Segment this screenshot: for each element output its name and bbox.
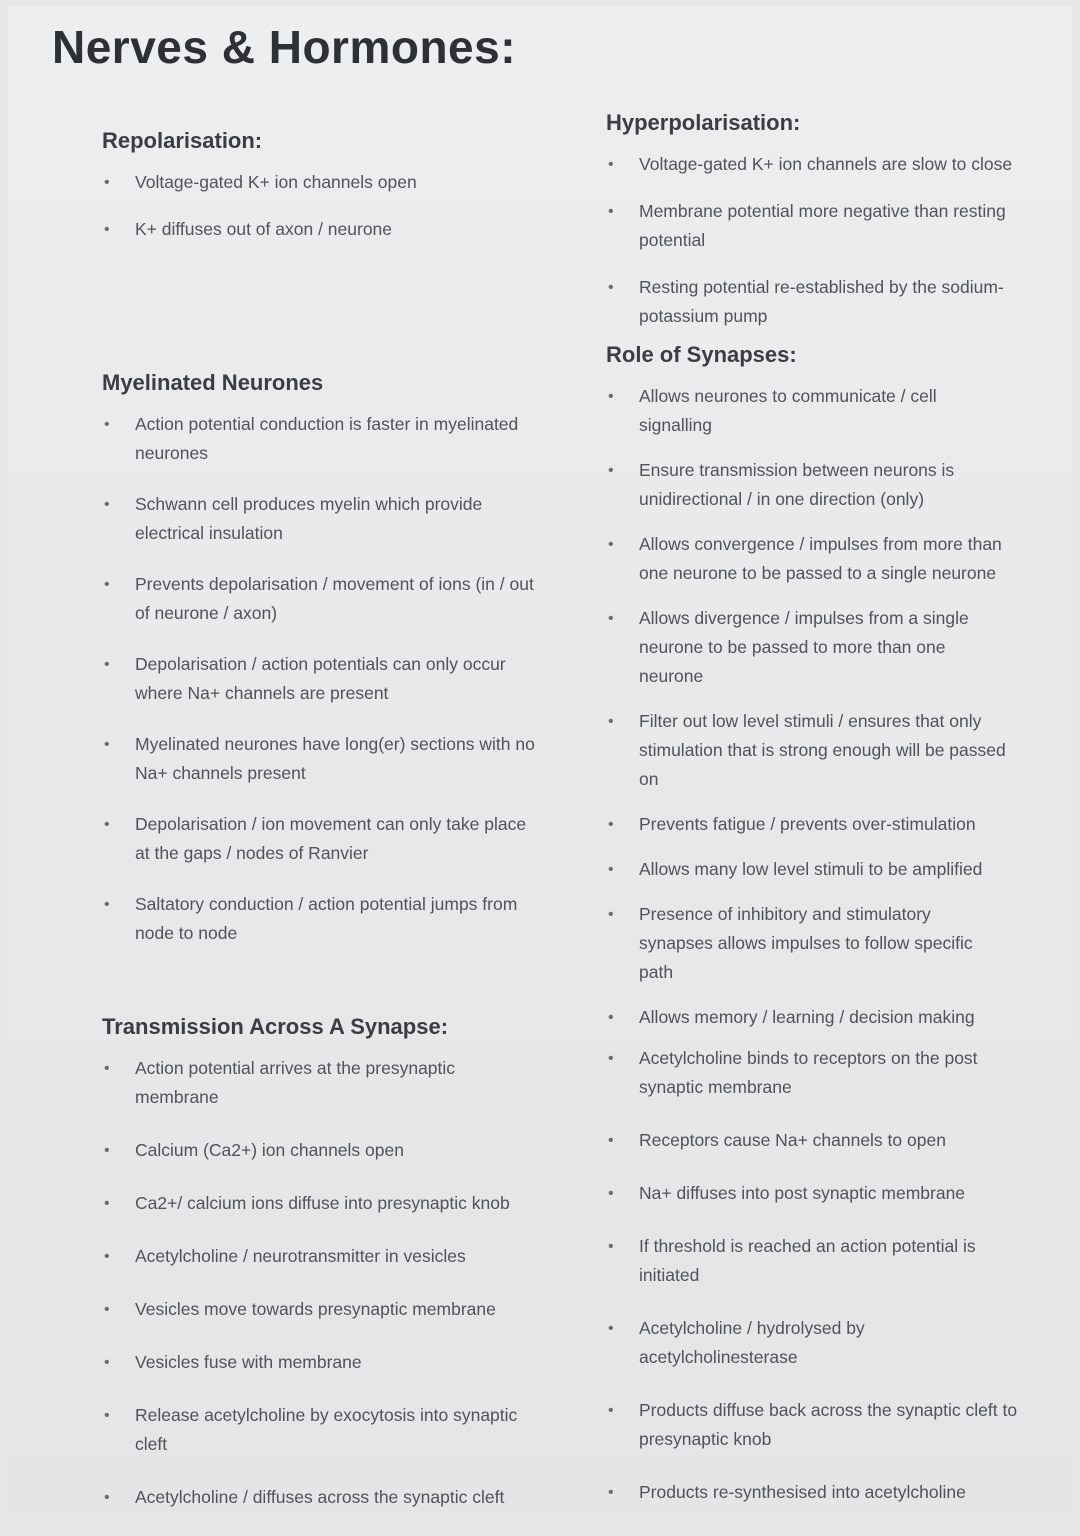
- bullet-icon: •: [608, 1185, 614, 1202]
- repolarisation-heading: Repolarisation:: [102, 128, 263, 153]
- list-item: • Myelinated neurones have long(er) sections with no Na+ channels present: [102, 730, 542, 788]
- bullet-icon: •: [104, 896, 110, 913]
- bullet-icon: •: [104, 1354, 110, 1371]
- synapses-list: [606, 382, 1006, 1032]
- bullet-icon: •: [104, 174, 110, 191]
- synapses-heading: Role of Synapses:: [606, 342, 797, 367]
- list-item: • Products re-synthesised into acetylcholine: [606, 1478, 1026, 1507]
- bullet-icon: •: [608, 203, 614, 220]
- list-item: • Acetylcholine / hydrolysed by acetylcholinesterase: [606, 1314, 1026, 1372]
- list-item: • Allows divergence / impulses from a single neurone to be passed to more than one neurone: [606, 604, 1006, 691]
- list-item: • Action potential arrives at the presynaptic membrane: [102, 1054, 542, 1112]
- myelinated-list: [102, 410, 542, 948]
- page-title: Nerves & Hormones:: [52, 21, 517, 73]
- list-item: • Calcium (Ca2+) ion channels open: [102, 1136, 542, 1165]
- repolarisation-list: [102, 168, 562, 244]
- list-item: • Resting potential re-established by the sodium-potassium pump: [606, 273, 1046, 331]
- bullet-icon: •: [104, 1301, 110, 1318]
- list-item: • Prevents fatigue / prevents over-stimulation: [606, 810, 1006, 839]
- transmission-list-right: [606, 1044, 1026, 1507]
- bullet-icon: •: [608, 816, 614, 833]
- list-item: • Vesicles move towards presynaptic membrane: [102, 1295, 542, 1324]
- bullet-icon: •: [608, 1238, 614, 1255]
- bullet-icon: •: [104, 1407, 110, 1424]
- hyperpolarisation-section: [606, 110, 1046, 349]
- list-item: • K+ diffuses out of axon / neurone: [102, 215, 562, 244]
- bullet-icon: •: [608, 861, 614, 878]
- bullet-icon: •: [608, 279, 614, 296]
- list-item: • Filter out low level stimuli / ensures that only stimulation that is strong enough will be passed on: [606, 707, 1006, 794]
- list-item: • Depolarisation / ion movement can only take place at the gaps / nodes of Ranvier: [102, 810, 542, 868]
- hyperpolarisation-heading: Hyperpolarisation:: [606, 110, 801, 135]
- bullet-icon: •: [104, 816, 110, 833]
- repolarisation-section: [102, 128, 562, 262]
- list-item: • Action potential conduction is faster in myelinated neurones: [102, 410, 542, 468]
- myelinated-section: [102, 370, 542, 970]
- transmission-heading: Transmission Across A Synapse:: [102, 1014, 449, 1039]
- list-item: • Acetylcholine / diffuses across the synaptic cleft: [102, 1483, 542, 1512]
- transmission-section: [102, 1014, 542, 1536]
- bullet-icon: •: [104, 576, 110, 593]
- bullet-icon: •: [104, 1248, 110, 1265]
- list-item: • Acetylcholine / neurotransmitter in vesicles: [102, 1242, 542, 1271]
- bullet-icon: •: [104, 656, 110, 673]
- hyperpolarisation-list: [606, 150, 1046, 331]
- list-item: • Acetylcholine binds to receptors on the post synaptic membrane: [606, 1044, 1026, 1102]
- bullet-icon: •: [608, 156, 614, 173]
- bullet-icon: •: [104, 496, 110, 513]
- bullet-icon: •: [104, 221, 110, 238]
- list-item: • If threshold is reached an action potential is initiated: [606, 1232, 1026, 1290]
- document-page: [8, 6, 1072, 1518]
- list-item: • Allows memory / learning / decision making: [606, 1003, 1006, 1032]
- bullet-icon: •: [608, 906, 614, 923]
- list-item: • Ca2+/ calcium ions diffuse into presynaptic knob: [102, 1189, 542, 1218]
- list-item: • Products diffuse back across the synaptic cleft to presynaptic knob: [606, 1396, 1026, 1454]
- list-item: • Schwann cell produces myelin which provide electrical insulation: [102, 490, 542, 548]
- bullet-icon: •: [104, 1142, 110, 1159]
- list-item: • Allows many low level stimuli to be amplified: [606, 855, 1006, 884]
- list-item: • Allows convergence / impulses from more than one neurone to be passed to a single neurone: [606, 530, 1006, 588]
- transmission-section-continued: [606, 1044, 1026, 1531]
- bullet-icon: •: [608, 462, 614, 479]
- list-item: • Vesicles fuse with membrane: [102, 1348, 542, 1377]
- list-item: • Prevents depolarisation / movement of ions (in / out of neurone / axon): [102, 570, 542, 628]
- list-item: • Allows neurones to communicate / cell signalling: [606, 382, 1006, 440]
- list-item: • Voltage-gated K+ ion channels open: [102, 168, 562, 197]
- myelinated-heading: Myelinated Neurones: [102, 370, 324, 395]
- list-item: • Depolarisation / action potentials can only occur where Na+ channels are present: [102, 650, 542, 708]
- list-item: • Ensure transmission between neurons is unidirectional / in one direction (only): [606, 456, 1006, 514]
- list-item: • Receptors cause Na+ channels to open: [606, 1126, 1026, 1155]
- list-item: • Release acetylcholine by exocytosis into synaptic cleft: [102, 1401, 542, 1459]
- bullet-icon: •: [608, 1132, 614, 1149]
- synapses-section: [606, 342, 1006, 1048]
- list-item: • Saltatory conduction / action potential jumps from node to node: [102, 890, 542, 948]
- bullet-icon: •: [104, 416, 110, 433]
- bullet-icon: •: [104, 1489, 110, 1506]
- bullet-icon: •: [608, 713, 614, 730]
- list-item: • Presence of inhibitory and stimulatory synapses allows impulses to follow specific path: [606, 900, 1006, 987]
- bullet-icon: •: [608, 1402, 614, 1419]
- bullet-icon: •: [104, 1060, 110, 1077]
- bullet-icon: •: [608, 1050, 614, 1067]
- bullet-icon: •: [608, 536, 614, 553]
- list-item: • Membrane potential more negative than resting potential: [606, 197, 1046, 255]
- bullet-icon: •: [608, 1009, 614, 1026]
- transmission-list-left: [102, 1054, 542, 1512]
- bullet-icon: •: [608, 388, 614, 405]
- bullet-icon: •: [104, 1195, 110, 1212]
- list-item: • Na+ diffuses into post synaptic membrane: [606, 1179, 1026, 1208]
- list-item: • Voltage-gated K+ ion channels are slow to close: [606, 150, 1046, 179]
- bullet-icon: •: [608, 1320, 614, 1337]
- bullet-icon: •: [104, 736, 110, 753]
- bullet-icon: •: [608, 1484, 614, 1501]
- bullet-icon: •: [608, 610, 614, 627]
